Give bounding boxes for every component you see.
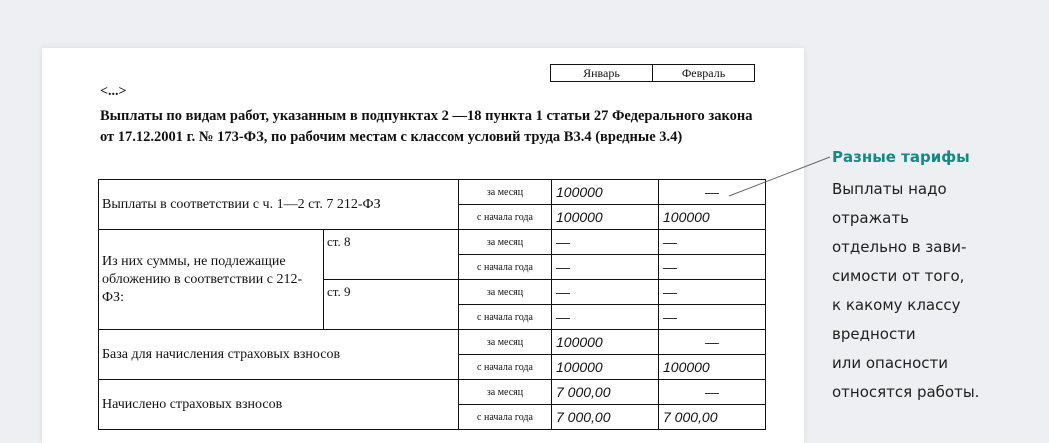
value-cell: 100000 bbox=[552, 330, 659, 355]
value-cell: 7 000,00 bbox=[552, 405, 659, 430]
row-label-payments: Выплаты в соответствии с ч. 1—2 ст. 7 212-ФЗ bbox=[99, 180, 459, 230]
month-february: Февраль bbox=[653, 65, 755, 82]
sub-label-st9: ст. 9 bbox=[324, 280, 459, 330]
value-cell: — bbox=[659, 180, 766, 205]
value-cell: — bbox=[659, 305, 766, 330]
value-cell: — bbox=[659, 330, 766, 355]
section-heading: Выплаты по видам работ, указанным в подпунктах 2 —18 пункта 1 статьи 27 Федерального закона от 17.12.2001 г. № 173-ФЗ, по рабочим местам с классом условий труда В3.4 (вредные 3.4) bbox=[100, 108, 753, 145]
value-cell: 100000 bbox=[552, 355, 659, 380]
value-cell: 100000 bbox=[659, 205, 766, 230]
period-month: за месяц bbox=[459, 180, 552, 205]
row-label-base: База для начисления страховых взносов bbox=[99, 330, 459, 380]
row-label-accrued: Начислено страховых взносов bbox=[99, 380, 459, 430]
period-month: за месяц bbox=[459, 280, 552, 305]
value-cell: 100000 bbox=[659, 355, 766, 380]
value-cell: — bbox=[552, 305, 659, 330]
period-month: за месяц bbox=[459, 380, 552, 405]
side-note bbox=[832, 148, 1032, 407]
sub-label-st8: ст. 8 bbox=[324, 230, 459, 280]
period-ytd: с начала года bbox=[459, 255, 552, 280]
note-body: Выплаты надо отражать отдельно в зави- симости от того, к какому классу вредности или опасности относятся работы. bbox=[832, 180, 980, 401]
value-cell: — bbox=[552, 255, 659, 280]
row-label-exempt: Из них суммы, не подлежащие обложению в соответствии с 212-ФЗ: bbox=[99, 230, 324, 330]
value-cell: — bbox=[659, 280, 766, 305]
period-ytd: с начала года bbox=[459, 405, 552, 430]
value-cell: — bbox=[659, 380, 766, 405]
month-january: Январь bbox=[551, 65, 653, 82]
period-month: за месяц bbox=[459, 330, 552, 355]
note-title: Разные тарифы bbox=[832, 148, 970, 166]
value-cell: 7 000,00 bbox=[552, 380, 659, 405]
period-ytd: с начала года bbox=[459, 355, 552, 380]
value-cell: 100000 bbox=[552, 205, 659, 230]
value-cell: — bbox=[659, 230, 766, 255]
value-cell: — bbox=[659, 255, 766, 280]
value-cell: — bbox=[552, 280, 659, 305]
period-month: за месяц bbox=[459, 230, 552, 255]
value-cell: 7 000,00 bbox=[659, 405, 766, 430]
period-ytd: с начала года bbox=[459, 205, 552, 230]
value-cell: — bbox=[552, 230, 659, 255]
ellipsis-marker: <...> bbox=[100, 84, 127, 99]
period-ytd: с начала года bbox=[459, 305, 552, 330]
value-cell: 100000 bbox=[552, 180, 659, 205]
